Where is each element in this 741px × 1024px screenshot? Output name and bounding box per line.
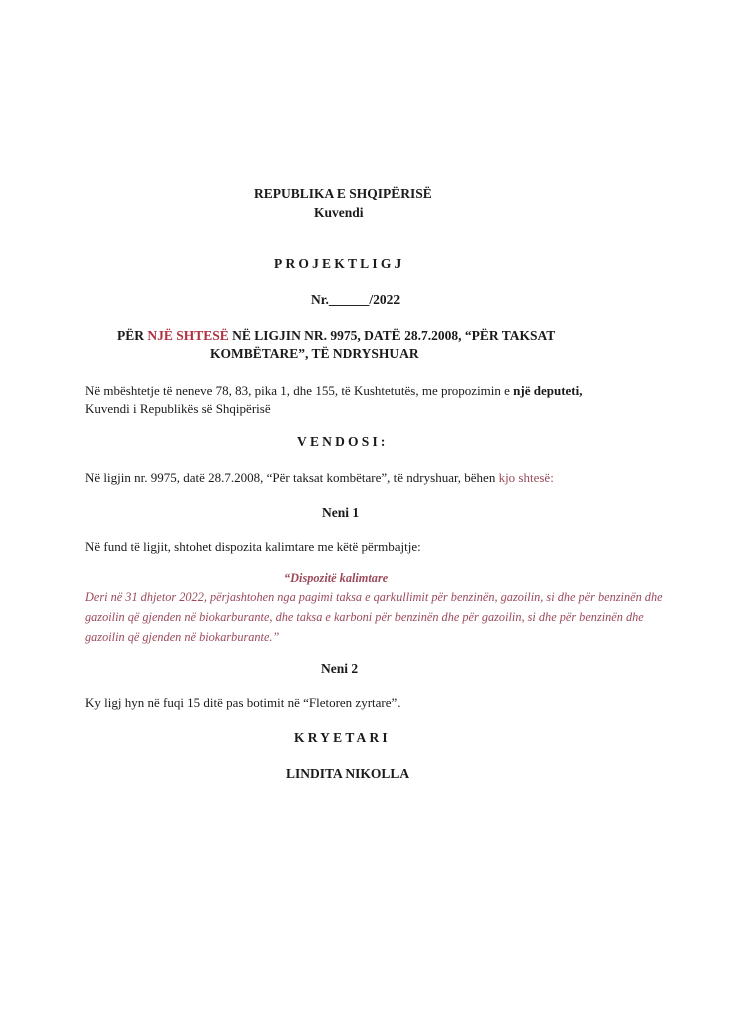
- preamble-text: Në mbështetje të neneve 78, 83, pika 1, dhe 155, të Kushtetutës, me propozimin e: [85, 383, 514, 398]
- bill-number: Nr.______/2022: [311, 292, 401, 307]
- preamble-line1: [85, 383, 583, 399]
- quote-body: Deri në 31 dhjetor 2022, përjashtohen nga pagimi taksa e qarkullimit për benzinën, gazoilin, si dhe për benzinën dhe gazoilin që gjenden në biokarburante, dhe taksa e karboni për benzinën dhe për gazoilin, si dhe për benzinën dhe gazoilin që gjenden në biokarburante.”: [85, 590, 663, 644]
- article2-title: Neni 2: [321, 661, 359, 676]
- preamble-line2: Kuvendi i Republikës së Shqipërisë: [85, 401, 271, 416]
- intro-text: Në ligjin nr. 9975, datë 28.7.2008, “Për taksat kombëtare”, të ndryshuar, bëhen: [85, 470, 499, 485]
- bill-title: PROJEKTLIGJ: [274, 256, 405, 271]
- assembly-heading: Kuvendi: [314, 205, 364, 220]
- subject-highlight: NJË SHTESË: [147, 328, 229, 343]
- article1-title: Neni 1: [322, 505, 360, 520]
- preamble-proposer: një deputeti,: [513, 383, 583, 398]
- article1-text: Në fund të ligjit, shtohet dispozita kalimtare me këtë përmbajtje:: [85, 539, 421, 554]
- intro-highlight: kjo shtesë:: [498, 470, 554, 485]
- bill-subject-line2: KOMBËTARE”, TË NDRYSHUAR: [210, 346, 419, 361]
- signature-role: KRYETARI: [294, 730, 391, 745]
- bill-subject-line1: [117, 328, 555, 344]
- subject-rest: NË LIGJIN NR. 9975, DATË 28.7.2008, “PËR TAKSAT: [228, 328, 556, 343]
- republic-heading: REPUBLIKA E SHQIPËRISË: [254, 186, 432, 201]
- quote-title: “Dispozitë kalimtare: [284, 571, 389, 585]
- article2-text: Ky ligj hyn në fuqi 15 ditë pas botimit në “Fletoren zyrtare”.: [85, 695, 401, 710]
- decision-title: VENDOSI:: [297, 434, 389, 449]
- intro-paragraph: [85, 470, 554, 486]
- subject-prefix: PËR: [117, 328, 148, 343]
- signature-name: LINDITA NIKOLLA: [286, 766, 410, 781]
